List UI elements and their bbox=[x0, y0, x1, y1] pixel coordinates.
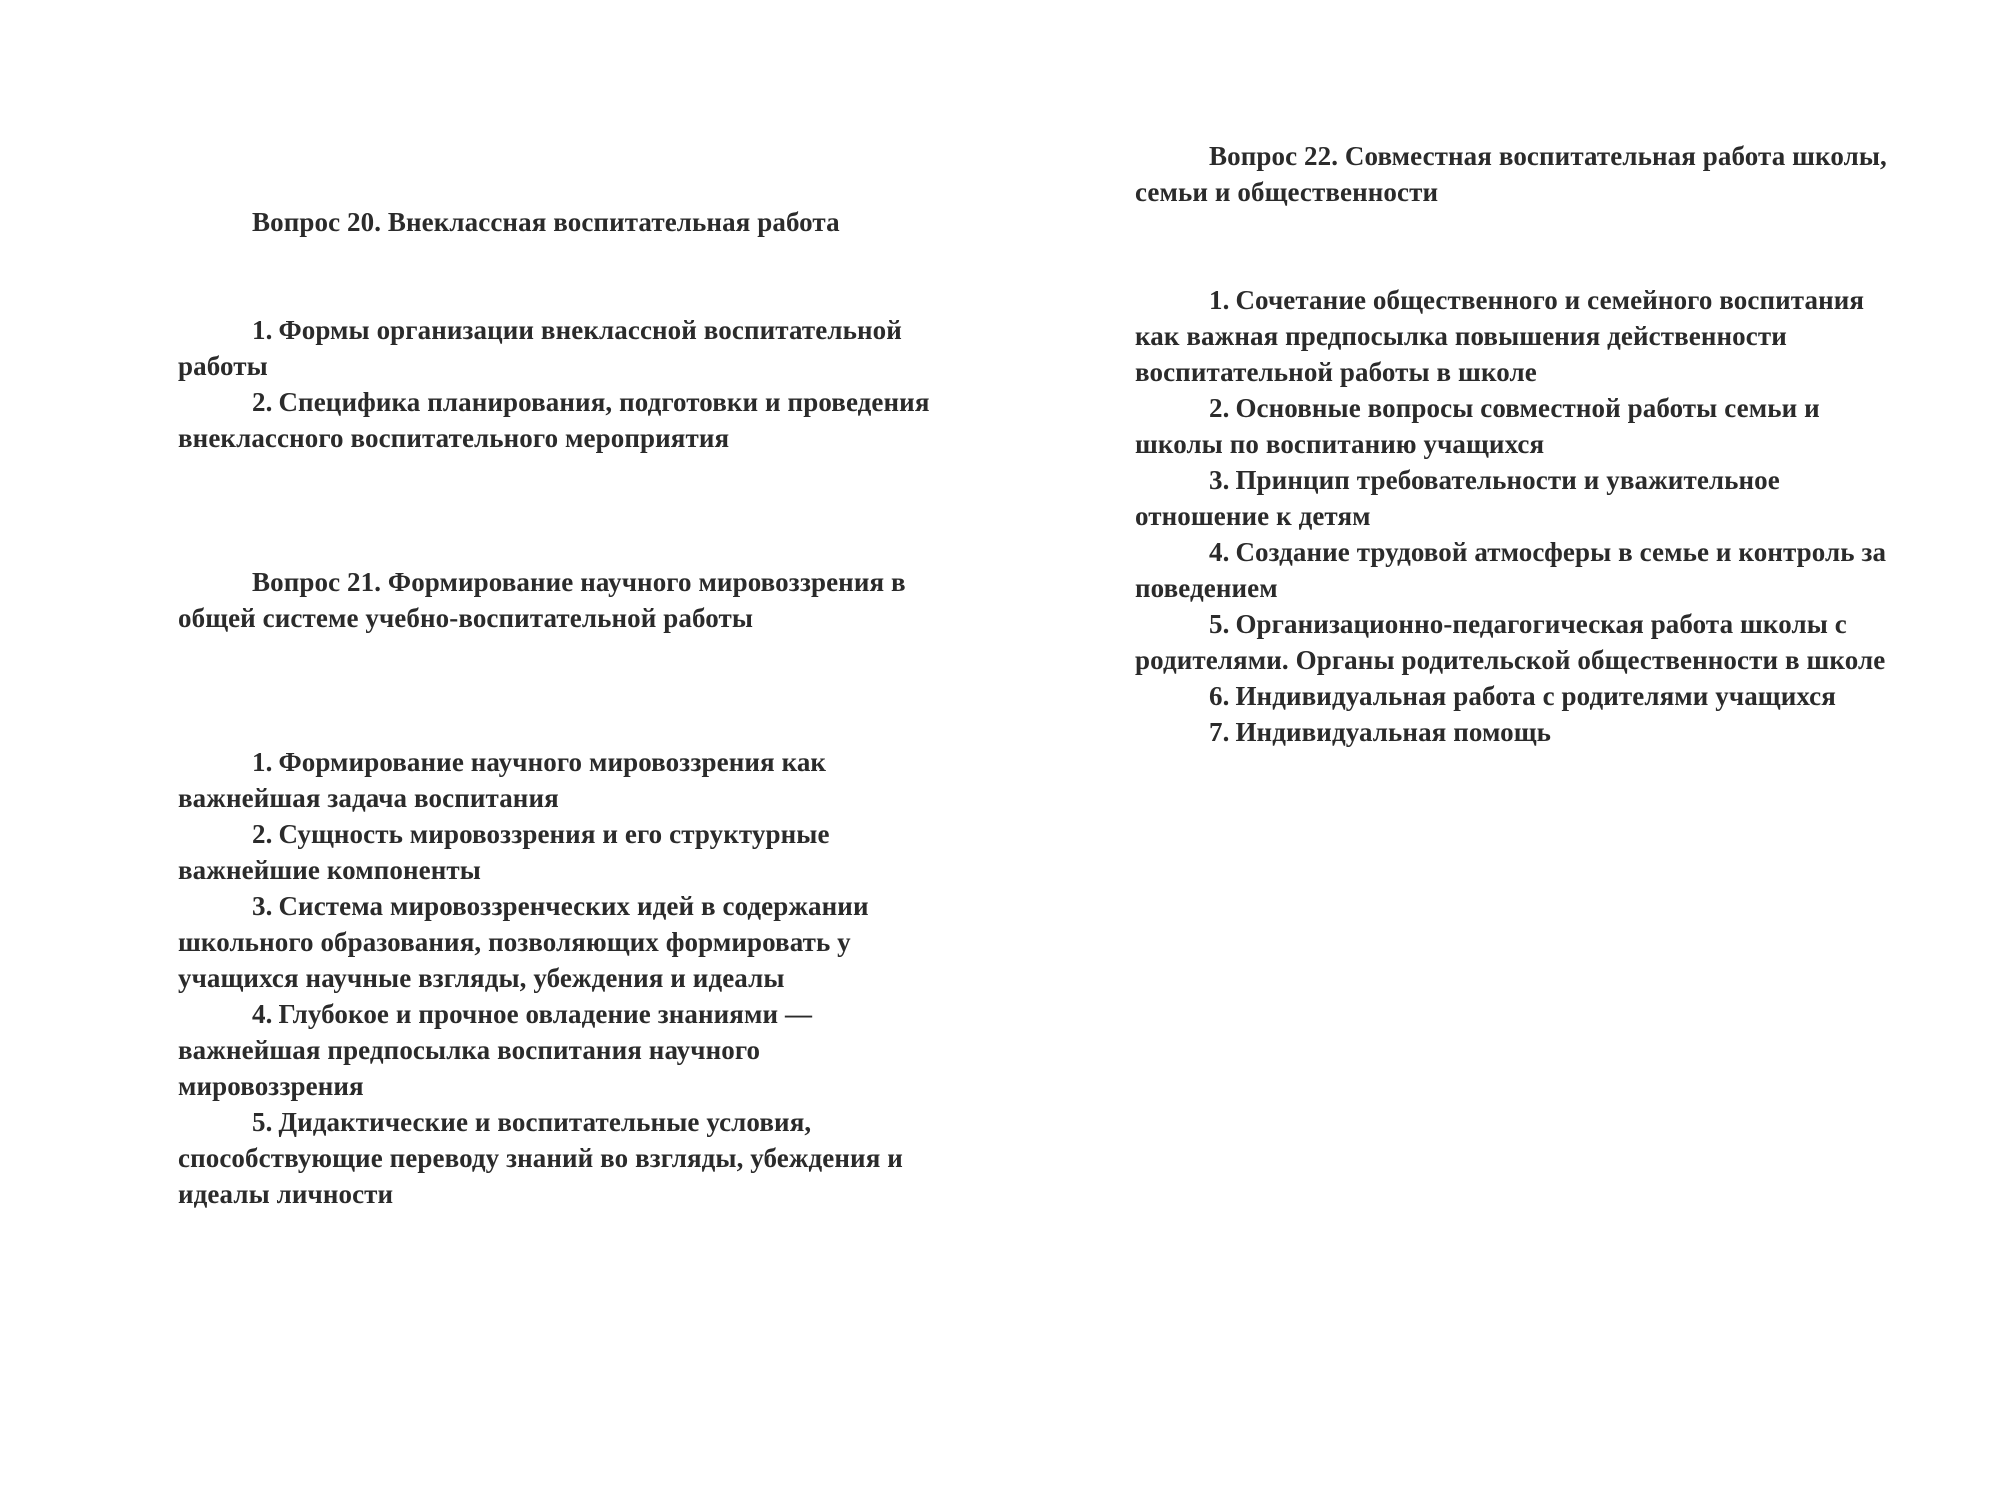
item-text: Принцип требовательности и уважительное отношение к детям bbox=[1135, 465, 1780, 531]
item-text: Сущность мировоззрения и его структурные важнейшие компоненты bbox=[178, 819, 830, 885]
list-item bbox=[1135, 534, 1895, 606]
item-text: Индивидуальная помощь bbox=[1235, 717, 1551, 747]
list-item bbox=[178, 888, 938, 996]
item-number: 5. bbox=[1209, 609, 1230, 639]
item-number: 3. bbox=[252, 891, 273, 921]
list-item bbox=[1135, 390, 1895, 462]
item-number: 2. bbox=[252, 819, 273, 849]
question-21-title: Вопрос 21. Формирование научного мировоззрения в общей системе учебно-воспитательной работы bbox=[178, 567, 906, 633]
question-20-heading-block bbox=[178, 204, 938, 240]
item-number: 1. bbox=[252, 747, 273, 777]
list-item bbox=[1135, 714, 1895, 750]
question-21-items bbox=[178, 744, 938, 1212]
item-number: 4. bbox=[1209, 537, 1230, 567]
item-text: Организационно-педагогическая работа школы с родителями. Органы родительской общественности в школе bbox=[1135, 609, 1886, 675]
question-22-items bbox=[1135, 282, 1895, 750]
item-number: 5. bbox=[252, 1107, 273, 1137]
list-item bbox=[178, 816, 938, 888]
list-item bbox=[1135, 678, 1895, 714]
list-item bbox=[178, 1104, 938, 1212]
item-text: Создание трудовой атмосферы в семье и контроль за поведением bbox=[1135, 537, 1887, 603]
item-number: 1. bbox=[252, 315, 273, 345]
item-number: 4. bbox=[252, 999, 273, 1029]
item-text: Формы организации внеклассной воспитательной работы bbox=[178, 315, 902, 381]
item-text: Дидактические и воспитательные условия, способствующие переводу знаний во взгляды, убеждения и идеалы личности bbox=[178, 1107, 903, 1209]
question-21-heading-block bbox=[178, 564, 938, 636]
item-number: 1. bbox=[1209, 285, 1230, 315]
question-20-title: Вопрос 20. Внеклассная воспитательная работа bbox=[252, 207, 840, 237]
list-item bbox=[178, 996, 938, 1104]
list-item bbox=[178, 384, 938, 456]
item-text: Индивидуальная работа с родителями учащихся bbox=[1235, 681, 1836, 711]
list-item bbox=[178, 312, 938, 384]
list-item bbox=[1135, 606, 1895, 678]
item-text: Специфика планирования, подготовки и проведения внеклассного воспитательного мероприятия bbox=[178, 387, 930, 453]
item-text: Основные вопросы совместной работы семьи и школы по воспитанию учащихся bbox=[1135, 393, 1820, 459]
list-item bbox=[1135, 282, 1895, 390]
item-text: Формирование научного мировоззрения как важнейшая задача воспитания bbox=[178, 747, 827, 813]
item-text: Глубокое и прочное овладение знаниями — важнейшая предпосылка воспитания научного мировоззрения bbox=[178, 999, 813, 1101]
item-number: 3. bbox=[1209, 465, 1230, 495]
item-text: Сочетание общественного и семейного воспитания как важная предпосылка повышения действенности воспитательной работы в школе bbox=[1135, 285, 1865, 387]
item-number: 6. bbox=[1209, 681, 1230, 711]
list-item bbox=[1135, 462, 1895, 534]
item-number: 2. bbox=[252, 387, 273, 417]
question-22-heading-block bbox=[1135, 138, 1895, 210]
item-text: Система мировоззренческих идей в содержании школьного образования, позволяющих формировать у учащихся научные взгляды, убеждения и идеалы bbox=[178, 891, 869, 993]
question-20-items bbox=[178, 312, 938, 456]
item-number: 2. bbox=[1209, 393, 1230, 423]
item-number: 7. bbox=[1209, 717, 1230, 747]
list-item bbox=[178, 744, 938, 816]
question-22-title: Вопрос 22. Совместная воспитательная работа школы, семьи и общественности bbox=[1135, 141, 1887, 207]
